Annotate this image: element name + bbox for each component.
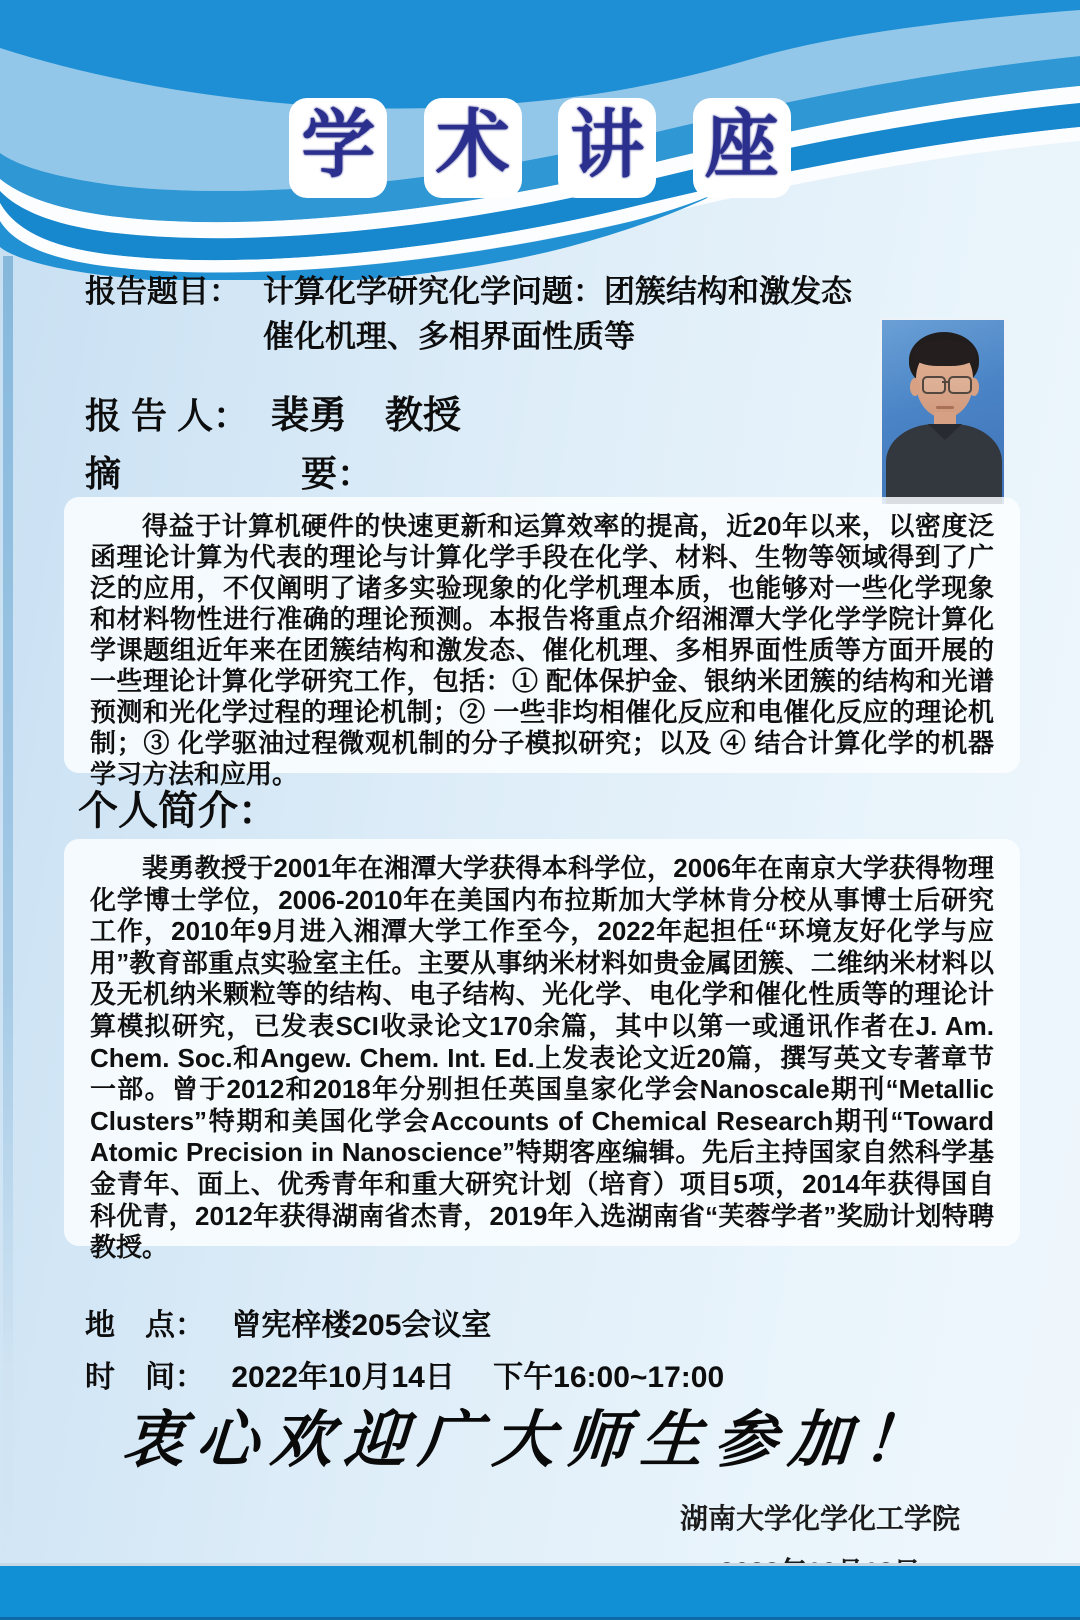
abstract-label-row	[85, 446, 373, 497]
photo-glasses-bridge	[942, 381, 948, 383]
time-value: 2022年10月14日 下午16:00~17:00	[231, 1361, 725, 1394]
speaker-row	[85, 384, 461, 439]
time-label: 时 间：	[85, 1361, 205, 1394]
bio-text: 裴勇教授于2001年在湘潭大学获得本科学位，2006年在南京大学获得物理化学博士学位，2006-2010年在美国内布拉斯加大学林肯分校从事博士后研究工作，2010年9月进入湘潭大学工作至今，2022年起担任“环境友好化学与应用”教育部重点实验室主任。主要从事纳米材料如贵金属团簇、二维纳米材料以及无机纳米颗粒等的结构、电子结构、光化学、电化学和催化性质等的理论计算模拟研究，已发表SCI收录论文170余篇，其中以第一或通讯作者在J. Am. Chem. Soc.和Angew. Chem. Int. Ed.上发表论文近20篇，撰写英文专著章节一部。曾于2012和2018年分别担任英国皇家化学会Nanoscale期刊“Metallic Clusters”特期和美国化学会Accounts of Chemical Research期刊“Toward Atomic Precision in Nanoscience”特期客座编辑。先后主持国家自然科学基金青年、面上、优秀青年和重大研究计划（培育）项目5项，2014年获得国自科优青，2012年获得湖南省杰青，2019年入选湖南省“芙蓉学者”奖励计划特聘教授。	[90, 853, 994, 1263]
title-char-4: 座	[693, 98, 791, 198]
report-title-line1: 计算化学研究化学问题：团簇结构和激发态	[263, 274, 852, 309]
report-title-row	[85, 266, 240, 311]
bottom-blue-bar	[0, 1563, 1080, 1620]
title-char-1: 学	[289, 98, 387, 198]
left-edge-strip	[3, 256, 13, 1563]
abstract-text: 得益于计算机硬件的快速更新和运算效率的提高，近20年以来，以密度泛函理论计算为代表的理论与计算化学手段在化学、材料、生物等领域得到了广泛的应用，不仅阐明了诸多实验现象的化学机理本质，也能够对一些化学现象和材料物性进行准确的理论预测。本报告将重点介绍湘潭大学化学学院计算化学课题组近年来在团簇结构和激发态、催化机理、多相界面性质等方面开展的一些理论计算化学研究工作，包括：① 配体保护金、银纳米团簇的结构和光谱预测和光化学过程的理论机制；② 一些非均相催化反应和电催化反应的理论机制；③ 化学驱油过程微观机制的分子模拟研究；以及 ④ 结合计算化学的机器学习方法和应用。	[90, 511, 995, 789]
photo-mouth	[936, 406, 954, 409]
abstract-label: 摘 要：	[85, 453, 374, 494]
report-title-line2: 催化机理、多相界面性质等	[263, 319, 635, 354]
speaker-name: 裴勇 教授	[271, 395, 462, 437]
welcome-calligraphy: 衷心欢迎广大师生参加！	[120, 1403, 940, 1476]
signature-organization: 湖南大学化学化工学院	[679, 1503, 960, 1534]
photo-glasses-left	[922, 376, 946, 394]
bio-heading: 个人简介：	[78, 789, 278, 833]
location-label: 地 点：	[85, 1309, 205, 1342]
photo-fringe	[913, 340, 976, 366]
location-value: 曾宪梓楼205会议室	[231, 1309, 492, 1342]
report-title-label: 报告题目：	[85, 274, 240, 309]
title-char-2: 术	[424, 98, 522, 198]
location-row	[85, 1300, 491, 1344]
photo-glasses-right	[948, 376, 972, 394]
title-char-3: 讲	[558, 98, 656, 198]
photo-ear-left	[910, 378, 920, 396]
speaker-photo	[880, 318, 1006, 506]
abstract-panel	[64, 497, 1020, 789]
poster-title	[0, 98, 1080, 198]
bio-panel	[64, 839, 1020, 1263]
speaker-label: 报 告 人：	[85, 395, 250, 436]
